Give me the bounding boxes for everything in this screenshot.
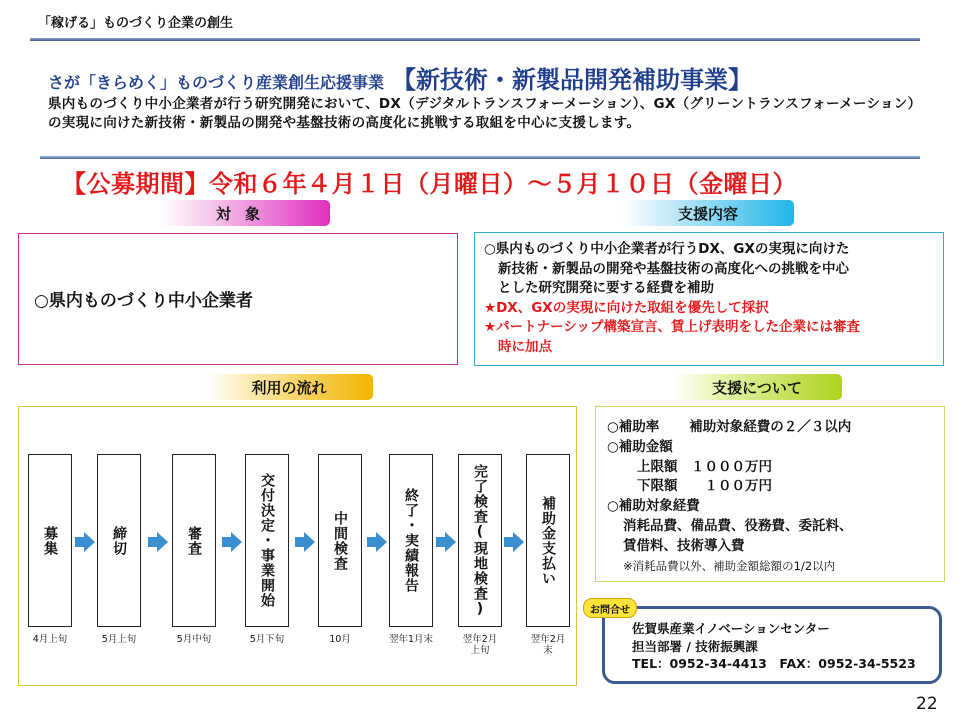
flow-step-label: 審査: [186, 525, 202, 556]
intro-divider: [40, 156, 920, 159]
subsidy-rate-row: [607, 418, 943, 438]
about-content: [607, 418, 943, 576]
flow-step-review: [172, 454, 216, 627]
flow-step-date: 翌年1月末: [388, 634, 434, 645]
flow-step-date: 4月上旬: [32, 634, 68, 645]
flow-step-interim-inspection: [318, 454, 362, 627]
subsidy-amount-label: ○補助金額: [607, 438, 673, 455]
flow-step-label: 補助金支払い: [540, 495, 556, 586]
target-heading: 対象: [160, 200, 330, 226]
page-title: [48, 60, 752, 95]
flow-step-date: 10月: [329, 634, 351, 645]
flow-arrow-icon: [295, 532, 315, 552]
header-divider: [30, 38, 920, 41]
flow-arrow-icon: [75, 532, 95, 552]
flow-step-date: 5月下旬: [249, 634, 285, 645]
flow-arrow-icon: [148, 532, 168, 552]
contact-organization: 佐賀県産業イノベーションセンター: [632, 621, 830, 636]
flow-step-final-inspection: [458, 454, 502, 627]
contact-department: 担当部署 / 技術振興課: [632, 638, 758, 654]
subsidy-rate-label: ○補助率: [607, 419, 660, 435]
flow-step-completion-report: [389, 454, 433, 627]
support-line: 新技術・新製品の開発や基盤技術の高度化への挑戦を中心: [498, 260, 849, 277]
application-period: 【公募期間】令和６年４月１日（月曜日）～５月１０日（金曜日）: [62, 170, 797, 198]
flow-step-date: 5月上旬: [101, 634, 137, 645]
support-line: とした研究開発に要する経費を補助: [498, 280, 714, 296]
page-number: 22: [916, 694, 938, 714]
flow-step-label: 募集: [42, 525, 58, 556]
flow-step-deadline: [97, 454, 141, 627]
priority-note: ★パートナーシップ構築宣言、賃上げ表明をした企業には審査: [484, 319, 861, 335]
support-content: [484, 240, 942, 357]
flow-arrow-icon: [222, 532, 242, 552]
priority-note: ★DX、GXの実現に向けた取組を優先して採択: [484, 299, 769, 316]
flow-arrow-icon: [504, 532, 524, 552]
flow-step-label: 終了・実績報告: [403, 488, 419, 593]
expenses-line: 賃借料、技術導入費: [623, 537, 745, 554]
flow-step-grant-decision: [245, 454, 289, 627]
flow-step-payment: [526, 454, 570, 627]
subsidy-rate-value: 補助対象経費の２／３以内: [689, 419, 852, 435]
flow-step-date: 翌年2月 上旬: [462, 634, 498, 656]
support-heading: 支援内容: [622, 200, 794, 226]
flow-step-label: 完了検査(現地検査): [472, 463, 488, 618]
flow-step-date: 翌年2月 末: [530, 634, 566, 656]
expenses-label: ○補助対象経費: [607, 498, 700, 515]
flow-step-label: 交付決定・事業開始: [259, 473, 275, 608]
priority-note: 時に加点: [498, 338, 552, 355]
expenses-note: ※消耗品費以外、補助金額総額の1/2以内: [623, 558, 836, 573]
lower-limit: 下限額 １００万円: [637, 478, 772, 495]
flow-arrow-icon: [367, 532, 387, 552]
intro-text: 県内ものづくり中小企業者が行う研究開発において、DX（デジタルトランスフォーメーション）、GX（グリーントランスフォーメーション）の実現に向けた新技術・新製品の開発や基盤技術の高度化に挑戦する取組を中心に支援します。: [48, 96, 922, 131]
flow-arrow-icon: [436, 532, 456, 552]
section-label: 「稼げる」ものづくり企業の創生: [38, 16, 234, 31]
expenses-line: 消耗品費、備品費、役務費、委託料、: [623, 517, 853, 534]
title-subsidy-name: 【新技術・新製品開発補助事業】: [392, 66, 753, 94]
flow-step-label: 中間検査: [332, 510, 348, 571]
upper-limit: 上限額 １０００万円: [637, 458, 772, 475]
target-text: ○県内ものづくり中小企業者: [34, 291, 253, 311]
flow-step-recruitment: [28, 454, 72, 627]
flow-step-label: 締切: [111, 525, 127, 556]
contact-phone: TEL：0952-34-4413 FAX：0952-34-5523: [632, 656, 916, 671]
support-line: ○県内ものづくり中小企業者が行うDX、GXの実現に向けた: [484, 241, 850, 257]
contact-content: [632, 620, 916, 673]
flow-heading: 利用の流れ: [205, 374, 373, 400]
contact-tag: お問合せ: [583, 598, 637, 618]
flow-step-date: 5月中旬: [176, 634, 212, 645]
about-heading: 支援について: [672, 374, 842, 400]
title-program-name: さが「きらめく」ものづくり産業創生応援事業: [48, 73, 385, 92]
